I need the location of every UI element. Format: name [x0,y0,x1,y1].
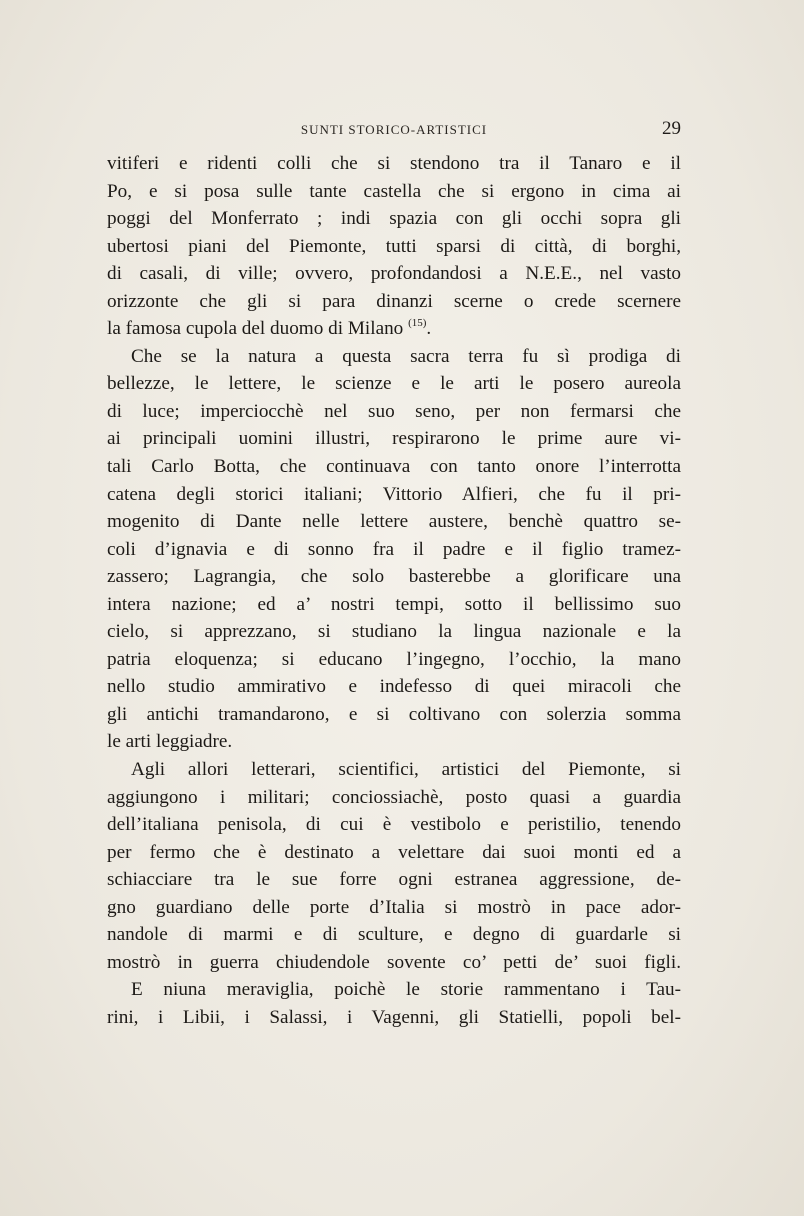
text-line: ai principali uomini illustri, respirarono le prime aure vi- [107,428,681,450]
text-line: poggi del Monferrato ; indi spazia con gli occhi sopra gli [107,208,681,230]
text-line: intera nazione; ed a’ nostri tempi, sotto il bellissimo suo [107,593,681,615]
body-text [107,150,681,1032]
text-line: le arti leggiadre. [107,731,233,753]
text-line: aggiungono i militari; conciossiachè, posto quasi a guardia [107,786,681,808]
text-line: patria eloquenza; si educano l’ingegno, l’occhio, la mano [107,648,681,670]
text-line: mogenito di Dante nelle lettere austere, benchè quattro se- [107,511,681,533]
text-line: zassero; Lagrangia, che solo basterebbe a glorificare una [107,566,681,588]
text-line: gno guardiano delle porte d’Italia si mostrò in pace ador- [107,896,681,918]
text-line [107,315,681,343]
page-header [107,118,681,144]
text-line: nandole di marmi e di sculture, e degno di guardarle si [107,924,681,946]
text-line: catena degli storici italiani; Vittorio Alfieri, che fu il pri- [107,483,681,505]
paragraph-first-line: Che se la natura a questa sacra terra fu sì prodiga di [131,345,681,367]
text-line: rini, i Libii, i Salassi, i Vagenni, gli Statielli, popoli bel- [107,1006,681,1028]
text-line: Po, e si posa sulle tante castella che si ergono in cima ai [107,180,681,202]
paragraph-first-line: Agli allori letterari, scientifici, artistici del Piemonte, si [131,759,681,781]
text-line: bellezze, le lettere, le scienze e le arti le posero aureola [107,373,681,395]
text-line: nello studio ammirativo e indefesso di quei miracoli che [107,676,681,698]
text-line: schiacciare tra le sue forre ogni estranea aggressione, de- [107,869,681,891]
text-line: di luce; imperciocchè nel suo seno, per non fermarsi che [107,400,681,422]
text-fragment: la famosa cupola del duomo di Milano [107,318,404,340]
text-line: orizzonte che gli si para dinanzi scerne o crede scernere [107,290,681,312]
text-line: mostrò in guerra chiudendole sovente co’ petti de’ suoi figli. [107,951,681,973]
text-line: dell’italiana penisola, di cui è vestibolo e peristilio, tenendo [107,814,681,836]
text-line: coli d’ignavia e di sonno fra il padre e il figlio tramez- [107,538,681,560]
footnote-reference: (15) [408,317,427,330]
running-title: SUNTI STORICO-ARTISTICI [300,122,488,137]
paragraph-first-line: E niuna meraviglia, poichè le storie rammentano i Tau- [131,979,681,1001]
text-line: ubertosi piani del Piemonte, tutti sparsi di città, di borghi, [107,235,681,257]
page-number: 29 [662,118,681,139]
text-line: per fermo che è destinato a velettare dai suoi monti ed a [107,841,681,863]
text-line: gli antichi tramandarono, e si coltivano con solerzia somma [107,703,681,725]
text-line: di casali, di ville; ovvero, profondandosi a N.E.E., nel vasto [107,263,681,285]
text-line: cielo, si apprezzano, si studiano la lingua nazionale e la [107,621,681,643]
text-line: vitiferi e ridenti colli che si stendono tra il Tanaro e il [107,153,681,174]
footnote-reference-period: . [426,318,432,340]
text-line: tali Carlo Botta, che continuava con tanto onore l’interrotta [107,456,681,478]
